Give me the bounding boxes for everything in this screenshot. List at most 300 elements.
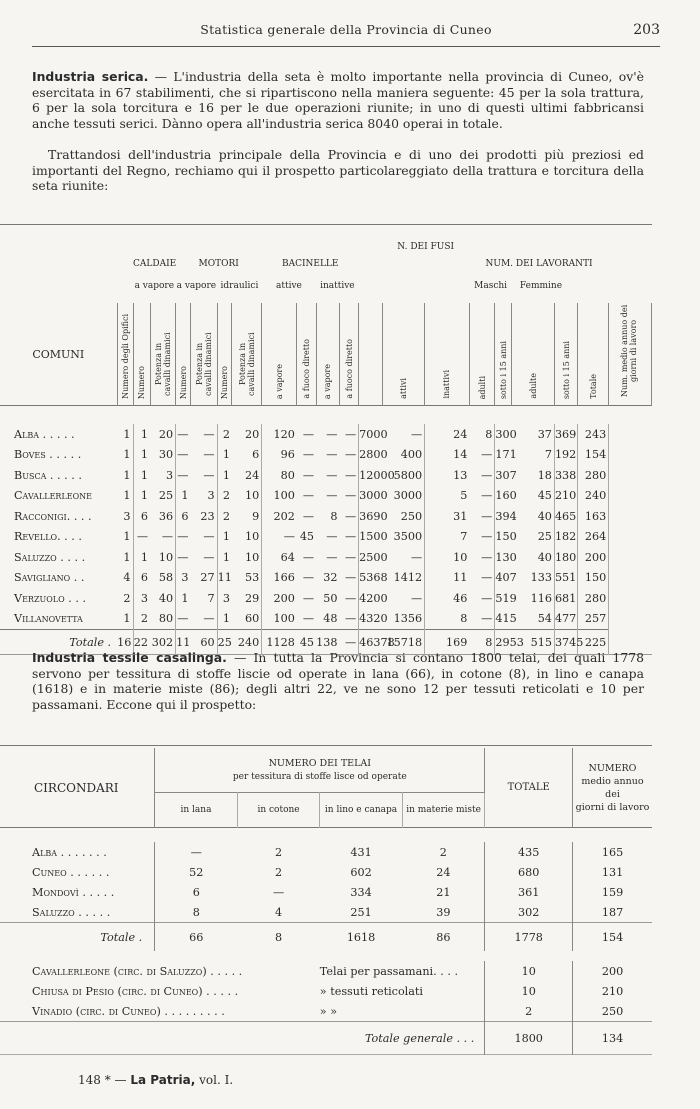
silk-cell: — <box>326 489 338 503</box>
telai-header <box>155 748 485 793</box>
looms-cell: 302 <box>485 902 573 923</box>
looms-table-general-total <box>0 1022 652 1055</box>
silk-cell: — <box>339 527 358 548</box>
silk-total-cell: 46378 <box>359 630 382 655</box>
silk-cell: 1 <box>117 609 133 630</box>
silk-table-row <box>0 568 652 589</box>
bacinelle-attive-header: attive <box>275 281 302 291</box>
silk-cell: 150 <box>495 530 517 544</box>
silk-cell: — <box>302 509 315 523</box>
silk-cell: — <box>469 445 495 466</box>
silk-table-body <box>0 424 652 630</box>
silk-cell: 4320 <box>359 612 388 626</box>
extra-total: 2 <box>485 1001 573 1022</box>
lino-header: in lino e canapa <box>320 793 403 828</box>
silk-cell: 40 <box>150 588 176 609</box>
silk-cell: 5 <box>460 489 468 503</box>
silk-cell: 307 <box>495 468 517 482</box>
silk-cell: 1 <box>117 465 133 486</box>
motori-idraulici-numero: Numero <box>220 365 230 399</box>
silk-total-cell: — <box>339 630 358 655</box>
circondario-name: Alba . . . . . . . <box>0 842 155 862</box>
looms-total-cell: 1618 <box>320 923 403 952</box>
silk-table-row <box>0 609 652 630</box>
silk-cell: 53 <box>232 568 262 589</box>
comune-name: Cavallerleone <box>14 489 92 503</box>
silk-cell: 7 <box>512 445 555 466</box>
looms-cell: 8 <box>192 905 200 919</box>
silk-total-cell: 240 <box>232 630 262 655</box>
silk-cell: 11 <box>453 571 468 585</box>
looms-cell: 52 <box>189 865 204 879</box>
silk-cell: — <box>339 568 358 589</box>
comune-name: Busca . . . . . <box>14 468 82 482</box>
silk-cell: — <box>302 468 315 482</box>
silk-cell: 48 <box>323 612 338 626</box>
silk-cell: 3000 <box>359 489 388 503</box>
silk-cell: 4200 <box>359 591 388 605</box>
silk-cell: 3000 <box>382 486 425 507</box>
circondari-header: CIRCONDARI <box>0 748 155 828</box>
silk-cell: 96 <box>280 448 295 462</box>
giorni-line4: giorni di lavoro <box>575 801 650 813</box>
lavoranti-totale: Totale <box>588 374 598 399</box>
caldaie-vapore-header: a vapore <box>134 281 175 291</box>
looms-extra-row <box>0 1001 652 1022</box>
bacinelle-attive-fuoco: a fuoco diretto <box>301 339 311 399</box>
bacinelle-attive-vapore: a vapore <box>274 363 284 399</box>
looms-cell: 39 <box>402 902 485 923</box>
silk-cell: — <box>177 448 189 462</box>
silk-cell: 2 <box>117 588 133 609</box>
looms-cell: 2 <box>274 845 283 859</box>
silk-cell: 31 <box>453 509 468 523</box>
silk-cell: — <box>190 465 217 486</box>
silk-cell: — <box>177 468 189 482</box>
footer-signature <box>78 1073 233 1087</box>
maschi-sotto15: sotto i 15 anni <box>498 340 508 399</box>
silk-cell: 3 <box>117 506 133 527</box>
caldaie-numero: Numero <box>137 365 147 399</box>
comune-name: Saluzzo . . . . <box>14 550 86 564</box>
silk-total-cell: 16 <box>117 630 133 655</box>
giorni-line1: NUMERO <box>588 762 637 774</box>
cotone-header: in cotone <box>237 793 320 828</box>
looms-table-row <box>0 842 652 862</box>
femmine-sotto15: sotto i 15 anni <box>561 340 571 399</box>
silk-cell: 14 <box>453 448 468 462</box>
silk-cell: 166 <box>273 571 295 585</box>
comuni-header: COMUNI <box>0 303 117 406</box>
silk-cell: 163 <box>578 506 609 527</box>
silk-cell: — <box>339 424 358 445</box>
looms-table-extra <box>0 961 652 1022</box>
looms-cell: 431 <box>350 845 372 859</box>
silk-cell: 200 <box>273 591 295 605</box>
circondario-name: Saluzzo . . . . . <box>0 902 155 923</box>
silk-cell: 3 <box>150 465 176 486</box>
silk-cell: 32 <box>323 571 338 585</box>
silk-total-cell: 8 <box>469 630 495 655</box>
looms-extra-row <box>0 961 652 981</box>
looms-extra-row <box>0 981 652 1001</box>
silk-cell: 10 <box>232 547 262 568</box>
bacinelle-inattive-fuoco: a fuoco diretto <box>344 339 354 399</box>
lavoranti-header: NUM. DEI LAVORANTI <box>469 225 608 270</box>
telai-subtitle: per tessitura di stoffe lisce od operate <box>232 772 407 782</box>
silk-cell: 58 <box>150 568 176 589</box>
telai-title: NUMERO DEI TELAI <box>268 758 372 769</box>
extra-total: 10 <box>485 961 573 981</box>
silk-cell: 60 <box>232 609 262 630</box>
silk-cell: — <box>190 547 217 568</box>
silk-cell: 2 <box>222 489 230 503</box>
silk-cell: 551 <box>554 568 577 589</box>
silk-cell: 18 <box>512 465 555 486</box>
silk-cell: 20 <box>150 424 176 445</box>
silk-cell: — <box>283 530 295 544</box>
silk-cell: 1 <box>140 448 149 462</box>
looms-total-label: Totale . <box>0 923 155 952</box>
silk-cell: 45 <box>512 486 555 507</box>
looms-total-cell: 8 <box>237 923 320 952</box>
silk-total-cell: 3745 <box>554 630 577 655</box>
silk-cell: — <box>302 489 315 503</box>
giorni-line3: dei <box>605 788 620 800</box>
silk-cell: 2 <box>222 509 230 523</box>
silk-cell: 3500 <box>382 527 425 548</box>
silk-cell: 1 <box>222 550 230 564</box>
circondario-name: Cuneo . . . . . . <box>0 862 155 882</box>
footer-sig: 148 * — <box>78 1073 127 1087</box>
silk-cell: — <box>339 445 358 466</box>
silk-cell: 519 <box>495 591 517 605</box>
silk-cell: — <box>339 465 358 486</box>
footer-brand: La Patria, <box>130 1073 196 1087</box>
silk-cell: 1 <box>117 424 133 445</box>
looms-cell: 24 <box>402 862 485 882</box>
looms-total-cell: 66 <box>155 923 238 952</box>
header-rule <box>32 46 660 47</box>
silk-cell: 133 <box>512 568 555 589</box>
silk-cell: — <box>326 448 338 462</box>
silk-cell: 154 <box>578 445 609 466</box>
bacinelle-inattive-vapore: a vapore <box>323 363 333 399</box>
text-silk: — L'industria della seta è molto importante nella provincia di Cuneo, ov'è esercitata in 67 stabilimenti, che si ripartiscono nella maniera seguente: 45 per la sola trattura, 6 per la sola torcitura e 16 per le due operazioni riunite; in uno di questi ultimi fabbricansi anche tessuti serici. Dànno opera all'industria serica 8040 operai in totale. <box>32 69 644 131</box>
silk-cell: 171 <box>495 448 517 462</box>
looms-cell: 21 <box>402 882 485 902</box>
maschi-header: Maschi <box>474 281 508 291</box>
silk-cell: 130 <box>495 550 517 564</box>
page-number: 203 <box>633 22 660 38</box>
silk-cell: — <box>302 571 315 585</box>
looms-cell: 131 <box>601 865 624 879</box>
looms-cell: 2 <box>274 865 283 879</box>
footer-vol: vol. I. <box>199 1073 234 1087</box>
silk-cell: — <box>302 427 315 441</box>
silk-cell: 4 <box>117 568 133 589</box>
silk-cell: — <box>469 588 495 609</box>
silk-cell: 100 <box>273 612 295 626</box>
silk-cell: 2 <box>222 427 230 441</box>
looms-total-cell: 1778 <box>485 923 573 952</box>
silk-cell: 1 <box>222 612 230 626</box>
silk-cell: 36 <box>150 506 176 527</box>
comune-name: Villanovetta <box>14 612 83 626</box>
silk-cell: 23 <box>190 506 217 527</box>
motori-vapore-header: a vapore <box>176 281 217 291</box>
silk-cell: 1356 <box>382 609 425 630</box>
silk-table-row <box>0 424 652 445</box>
silk-cell: — <box>469 486 495 507</box>
silk-total-cell: 169 <box>425 630 470 655</box>
silk-cell: 681 <box>554 588 577 609</box>
silk-total-cell: 11 <box>176 630 191 655</box>
silk-cell: 25 <box>512 527 555 548</box>
silk-cell: 240 <box>578 486 609 507</box>
looms-table-body <box>0 842 652 923</box>
silk-cell: 1 <box>222 468 230 482</box>
silk-table-row <box>0 588 652 609</box>
silk-cell: — <box>302 448 315 462</box>
silk-cell: 1 <box>117 486 133 507</box>
silk-cell: 2800 <box>359 448 388 462</box>
silk-cell: 477 <box>554 609 577 630</box>
looms-cell: 361 <box>485 882 573 902</box>
silk-cell: — <box>382 424 425 445</box>
silk-cell: 10 <box>150 547 176 568</box>
looms-table-row <box>0 862 652 882</box>
silk-cell: 10 <box>453 550 468 564</box>
silk-cell: 3 <box>140 591 149 605</box>
silk-table-row <box>0 465 652 486</box>
silk-cell: 465 <box>554 506 577 527</box>
silk-total-cell: 302 <box>150 630 176 655</box>
silk-cell: — <box>177 612 189 626</box>
silk-cell: — <box>326 530 338 544</box>
silk-cell: 80 <box>150 609 176 630</box>
silk-total-cell: 515 <box>512 630 555 655</box>
silk-cell: 415 <box>495 612 517 626</box>
silk-cell: 3690 <box>359 509 388 523</box>
silk-cell: 8 <box>330 509 338 523</box>
silk-cell: 8 <box>469 424 495 445</box>
silk-cell: 20 <box>232 424 262 445</box>
opifici-header: Numero degli Opifici <box>120 314 130 399</box>
general-total-giorni: 134 <box>573 1022 652 1055</box>
silk-total-cell: 225 <box>578 630 609 655</box>
looms-cell: 4 <box>274 905 283 919</box>
fusi-attivi: attivi <box>398 378 408 399</box>
silk-cell: 1 <box>222 448 230 462</box>
silk-cell: — <box>469 506 495 527</box>
silk-cell: 64 <box>280 550 295 564</box>
looms-cell: 680 <box>485 862 573 882</box>
silk-cell: 150 <box>578 568 609 589</box>
silk-cell: 1 <box>140 468 149 482</box>
silk-cell: 54 <box>512 609 555 630</box>
comune-name: Savigliano . . <box>14 571 85 585</box>
silk-total-cell: 60 <box>190 630 217 655</box>
silk-cell: — <box>302 612 315 626</box>
silk-cell: 9 <box>232 506 262 527</box>
silk-cell: 24 <box>232 465 262 486</box>
giorni-header: Num. medio annuo dei giorni di lavoro <box>620 304 639 398</box>
giorni-lavoro-header <box>573 748 652 828</box>
silk-cell: 182 <box>554 527 577 548</box>
silk-cell: — <box>190 424 217 445</box>
silk-cell: 264 <box>578 527 609 548</box>
fusi-inattivi: inattivi <box>442 370 452 399</box>
looms-total-cell: 86 <box>402 923 485 952</box>
silk-cell: 100 <box>273 489 295 503</box>
silk-cell: 407 <box>495 571 517 585</box>
silk-table-row <box>0 527 652 548</box>
silk-total-cell: 22 <box>133 630 150 655</box>
silk-cell: 250 <box>382 506 425 527</box>
silk-cell: — <box>190 527 217 548</box>
femmine-header: Femmine <box>519 281 563 291</box>
looms-cell: 159 <box>601 885 624 899</box>
paragraph-intro-table: Trattandosi dell'industria principale della Provincia e di uno dei prodotti più preziosi ed importanti del Regno, rechiamo qui il prospetto particolareggiato della trattura e torcitura della seta riunite: <box>32 147 644 193</box>
silk-cell: 50 <box>323 591 338 605</box>
extra-place: Cavallerleone (circ. di Saluzzo) . . . . . <box>32 964 243 978</box>
silk-cell: 3 <box>222 591 230 605</box>
maschi-adulti: adulti <box>477 375 487 399</box>
silk-cell: 12000 <box>359 468 395 482</box>
silk-cell: 1 <box>222 530 230 544</box>
looms-cell: 6 <box>192 885 200 899</box>
extra-total: 10 <box>485 981 573 1001</box>
silk-cell: — <box>469 527 495 548</box>
looms-cell: 251 <box>350 905 372 919</box>
caldaie-potenza: Potenza in cavalli dinamici <box>153 332 172 396</box>
looms-cell: 187 <box>601 905 624 919</box>
silk-table <box>0 224 652 661</box>
silk-cell: — <box>382 588 425 609</box>
femmine-adulte: adulte <box>528 373 538 399</box>
silk-cell: 27 <box>190 568 217 589</box>
silk-cell: 1 <box>140 550 149 564</box>
silk-total-cell: 45 <box>297 630 316 655</box>
silk-total-cell: 138 <box>316 630 339 655</box>
silk-cell: 29 <box>232 588 262 609</box>
silk-cell: 11 <box>217 571 232 585</box>
silk-total-cell: 1128 <box>262 630 297 655</box>
text-textile: — In tutta la Provincia si contano 1800 telai, dei quali 1778 servono per tessitura di stoffe liscie od operate in lana (66), in cotone (8), in lino e canapa (1618) e in materie miste (86); degli altri 22, ve ne sono 12 per tessuti reticolati e 10 per passamani. Eccone qui il prospetto: <box>32 650 644 712</box>
silk-cell: 1 <box>181 591 189 605</box>
silk-cell: — <box>469 568 495 589</box>
silk-cell: 6 <box>140 509 149 523</box>
silk-cell: — <box>326 427 338 441</box>
motori-header: MOTORI <box>176 225 262 270</box>
motori-vapore-numero: Numero <box>178 365 188 399</box>
silk-cell: 210 <box>554 486 577 507</box>
general-total-value: 1800 <box>485 1022 573 1055</box>
silk-cell: 180 <box>554 547 577 568</box>
running-header <box>32 22 660 42</box>
silk-cell: 400 <box>382 445 425 466</box>
silk-cell: 13 <box>453 468 468 482</box>
silk-cell: 7 <box>190 588 217 609</box>
general-total-label: Totale generale . . . <box>0 1022 485 1055</box>
paragraph-silk <box>32 69 644 131</box>
extra-giorni: 210 <box>601 984 624 998</box>
silk-cell: — <box>339 588 358 609</box>
lana-header: in lana <box>155 793 238 828</box>
heading-silk: Industria serica. <box>32 69 149 84</box>
silk-cell: — <box>339 547 358 568</box>
silk-cell: 394 <box>495 509 517 523</box>
silk-cell: 2500 <box>359 550 388 564</box>
silk-cell: 6 <box>181 509 189 523</box>
silk-cell: — <box>177 530 189 544</box>
looms-table <box>0 745 652 1059</box>
silk-total-cell: 2953 <box>495 630 512 655</box>
looms-cell: 2 <box>402 842 485 862</box>
extra-description: » tessuti reticolati <box>319 984 423 998</box>
silk-cell: 1412 <box>382 568 425 589</box>
silk-cell: — <box>177 550 189 564</box>
silk-cell: — <box>326 468 338 482</box>
silk-cell: 3 <box>190 486 217 507</box>
silk-cell: — <box>339 506 358 527</box>
silk-cell: — <box>469 547 495 568</box>
looms-cell: — <box>190 845 202 859</box>
miste-header: in materie miste <box>402 793 485 828</box>
comune-name: Revello. . . . <box>14 530 82 544</box>
silk-cell: 25 <box>150 486 176 507</box>
looms-cell: — <box>272 885 285 899</box>
silk-cell: 8 <box>460 612 468 626</box>
silk-cell: 6 <box>140 571 149 585</box>
looms-table-total-row <box>0 923 652 952</box>
paragraph-textile <box>32 650 644 712</box>
comune-name: Boves . . . . . <box>14 448 82 462</box>
silk-cell: 369 <box>554 424 577 445</box>
silk-cell: 10 <box>232 527 262 548</box>
silk-cell: 192 <box>554 445 577 466</box>
looms-cell: 165 <box>601 845 624 859</box>
silk-cell: — <box>339 609 358 630</box>
silk-table-row <box>0 486 652 507</box>
silk-cell: 280 <box>578 588 609 609</box>
silk-cell: 257 <box>578 609 609 630</box>
silk-cell: 1500 <box>359 530 388 544</box>
silk-cell: 80 <box>280 468 295 482</box>
silk-cell: — <box>190 609 217 630</box>
silk-cell: 1 <box>117 445 133 466</box>
looms-total-cell: 154 <box>573 923 652 952</box>
motori-idraulici-potenza: Potenza in cavalli dinamici <box>237 332 256 396</box>
looms-cell: 602 <box>350 865 372 879</box>
extra-place: Chiusa di Pesio (circ. di Cuneo) . . . . . <box>32 984 239 998</box>
silk-cell: 46 <box>453 591 468 605</box>
silk-cell: 7000 <box>359 427 388 441</box>
circondario-name: Mondovì . . . . . <box>0 882 155 902</box>
silk-cell: — <box>326 550 338 564</box>
silk-cell: — <box>469 609 495 630</box>
silk-table-row <box>0 547 652 568</box>
header-title: Statistica generale della Provincia di Cuneo <box>200 22 492 37</box>
silk-cell: 30 <box>150 445 176 466</box>
comune-name: Racconigi. . . . <box>14 509 92 523</box>
silk-cell: 24 <box>453 427 468 441</box>
silk-cell: 1 <box>117 527 133 548</box>
silk-cell: 5800 <box>382 465 425 486</box>
looms-cell: 435 <box>485 842 573 862</box>
silk-table-row <box>0 445 652 466</box>
